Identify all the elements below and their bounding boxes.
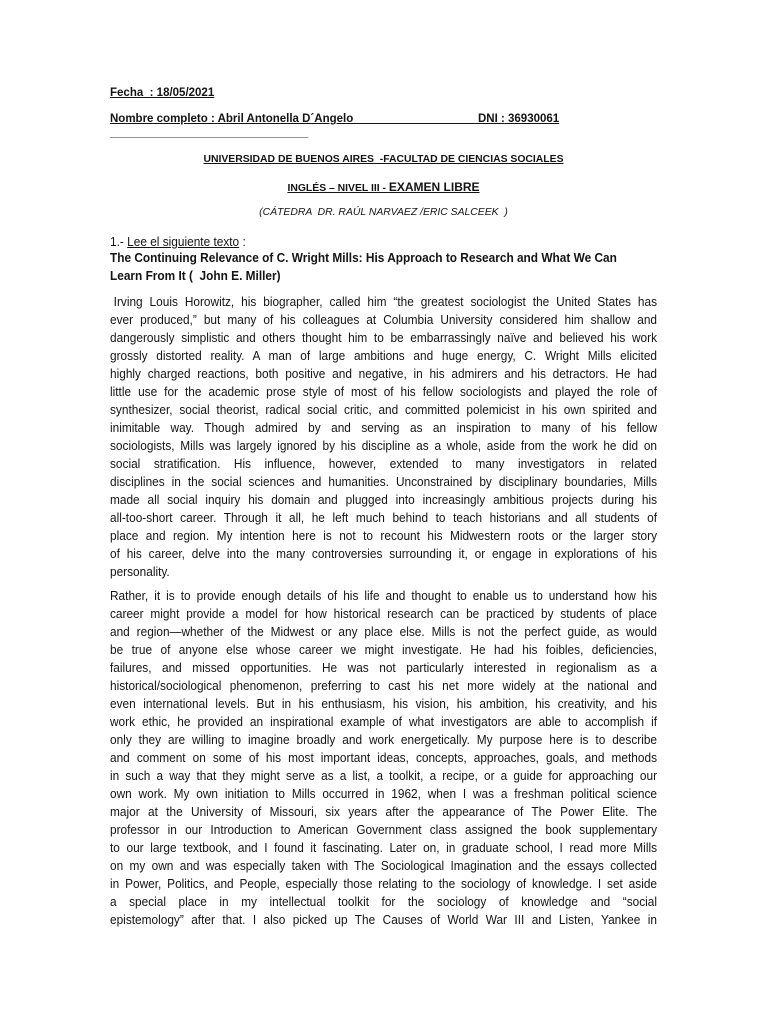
paragraph-line: professor in our Introduction to American Government class assigned the book supplementary	[110, 822, 658, 837]
paragraph	[110, 587, 657, 929]
paragraph-line: inimitable way. Though admired by and serving as an inspiration to many of his fellow	[110, 420, 658, 435]
name-blank: ___________________	[353, 113, 475, 125]
paragraph-line: of his career, delve into the many controversies surrounding it, or engage in explorations of his	[110, 546, 658, 561]
name-label: Nombre completo :	[110, 113, 215, 125]
university-heading: UNIVERSIDAD DE BUENOS AIRES -FACULTAD DE CIENCIAS SOCIALES	[203, 154, 564, 165]
paragraph-line: and region—whether of the Midwest or any place else. Mills is not the perfect guide, as would	[110, 624, 658, 639]
paragraph-line: in Power, Politics, and People, especially those relating to the sociology of knowledge. I set aside	[110, 876, 658, 891]
paragraph-line: only they are willing to imagine broadly and work energetically. My purpose here is to describe	[110, 732, 658, 747]
paragraph-line: place and region. My intention here is not to recount his Midwestern roots or the larger story	[110, 528, 658, 543]
reading-title-line: The Continuing Relevance of C. Wright Mills: His Approach to Research and What We Can	[110, 250, 617, 265]
paragraph-line: sociologists, Mills was largely ignored by his discipline as a whole, aside from the work he did on	[110, 438, 658, 453]
exam-type: EXAMEN LIBRE	[388, 180, 480, 194]
paragraph-line: work ethic, he provided an inspirational example of what investigators are able to accomplish if	[110, 714, 658, 729]
name-value: Abril Antonella D´Angelo	[217, 113, 354, 125]
paragraph-line: highly charged reactions, both positive and negative, in his admirers and his detractors. He had	[110, 366, 658, 381]
date-value: 18/05/2021	[156, 87, 215, 99]
paragraph-line: social stratification. His influence, however, extended to many investigators in related	[110, 456, 658, 471]
paragraph-line: Rather, it is to provide enough details of his life and thought to enable us to understand how his	[110, 588, 658, 603]
exercise-suffix: :	[242, 234, 246, 249]
chair-line: (CÁTEDRA DR. RAÚL NARVAEZ /ERIC SALCEEK )	[259, 207, 508, 218]
paragraph-line: synthesizer, social theorist, radical social critic, and committed polemicist in his own spirited and	[110, 402, 658, 417]
paragraph-line: all-too-short career. Through it all, he left much behind to teach historians and all students of	[110, 510, 658, 525]
paragraph-line: on my own and was especially taken with The Sociological Imagination and the essays collected	[110, 858, 658, 873]
course-level: INGLÉS – NIVEL III -	[287, 183, 386, 194]
paragraph-line: even international levels. But in his enthusiasm, his vision, his ambition, his creativity, and his	[110, 696, 658, 711]
paragraph-line: Irving Louis Horowitz, his biographer, called him “the greatest sociologist the United States has	[113, 294, 658, 309]
exercise-body	[110, 0, 657, 1024]
paragraph-line: in such a way that they might serve as a list, a toolkit, a recipe, or a guide for approaching our	[110, 768, 658, 783]
continuation-blank-line: _______________________________	[110, 127, 309, 139]
paragraph-line: epistemology” after that. I also picked up The Causes of World War III and Listen, Yankee in	[110, 912, 658, 927]
paragraph-line: dangerously simplistic and others thought him to be embarrassingly naïve and believed his work	[110, 330, 658, 345]
date-label: Fecha :	[110, 87, 154, 99]
paragraph-line: ever produced,” but many of his colleagues at Columbia University considered him shallow and	[110, 312, 658, 327]
paragraph-line: personality.	[110, 564, 170, 579]
reading-title	[110, 249, 617, 285]
paragraph-line: career might provide a model for how historical research can be practiced by students of place	[110, 606, 658, 621]
paragraph-line: made all social inquiry his domain and plugged into increasingly ambitious projects during his	[110, 492, 658, 507]
paragraph-line: disciplines in the social sciences and humanities. Unconstrained by disciplinary boundaries, Mills	[110, 474, 658, 489]
paragraph-line: historical/sociological phenomenon, preferring to cast his net more widely at the national and	[110, 678, 658, 693]
paragraph-line: to our large textbook, and I found it fascinating. Later on, in graduate school, I read more Mills	[110, 840, 658, 855]
paragraph-line: and comment on some of his most important ideas, concepts, approaches, goals, and methods	[110, 750, 658, 765]
exercise-number: 1.-	[110, 234, 124, 249]
paragraph-line: grossly distorted reality. A man of large ambitions and huge energy, C. Wright Mills elicited	[110, 348, 658, 363]
paragraph-line: little use for the academic prose style of most of his fellow sociologists and played the role of	[110, 384, 658, 399]
paragraph-line: failures, and missed opportunities. He was not particularly interested in regionalism as a	[110, 660, 658, 675]
paragraph-line: be true of anyone else whose career we might investigate. He had his foibles, deficiencies,	[110, 642, 658, 657]
reading-title-line: Learn From It ( John E. Miller)	[110, 268, 281, 283]
exercise-instruction: Lee el siguiente texto	[127, 234, 240, 249]
paragraph-line: own work. My own initiation to Mills occurred in 1962, when I was a freshman political science	[110, 786, 658, 801]
paragraph-line: major at the University of Missouri, six years after the appearance of The Power Elite. The	[110, 804, 658, 819]
paragraph-line: a special place in my intellectual toolkit for the sociology of knowledge and “social	[110, 894, 658, 909]
dni-label: DNI :	[477, 113, 505, 125]
dni-value: 36930061	[508, 113, 560, 125]
paragraph	[110, 293, 657, 581]
